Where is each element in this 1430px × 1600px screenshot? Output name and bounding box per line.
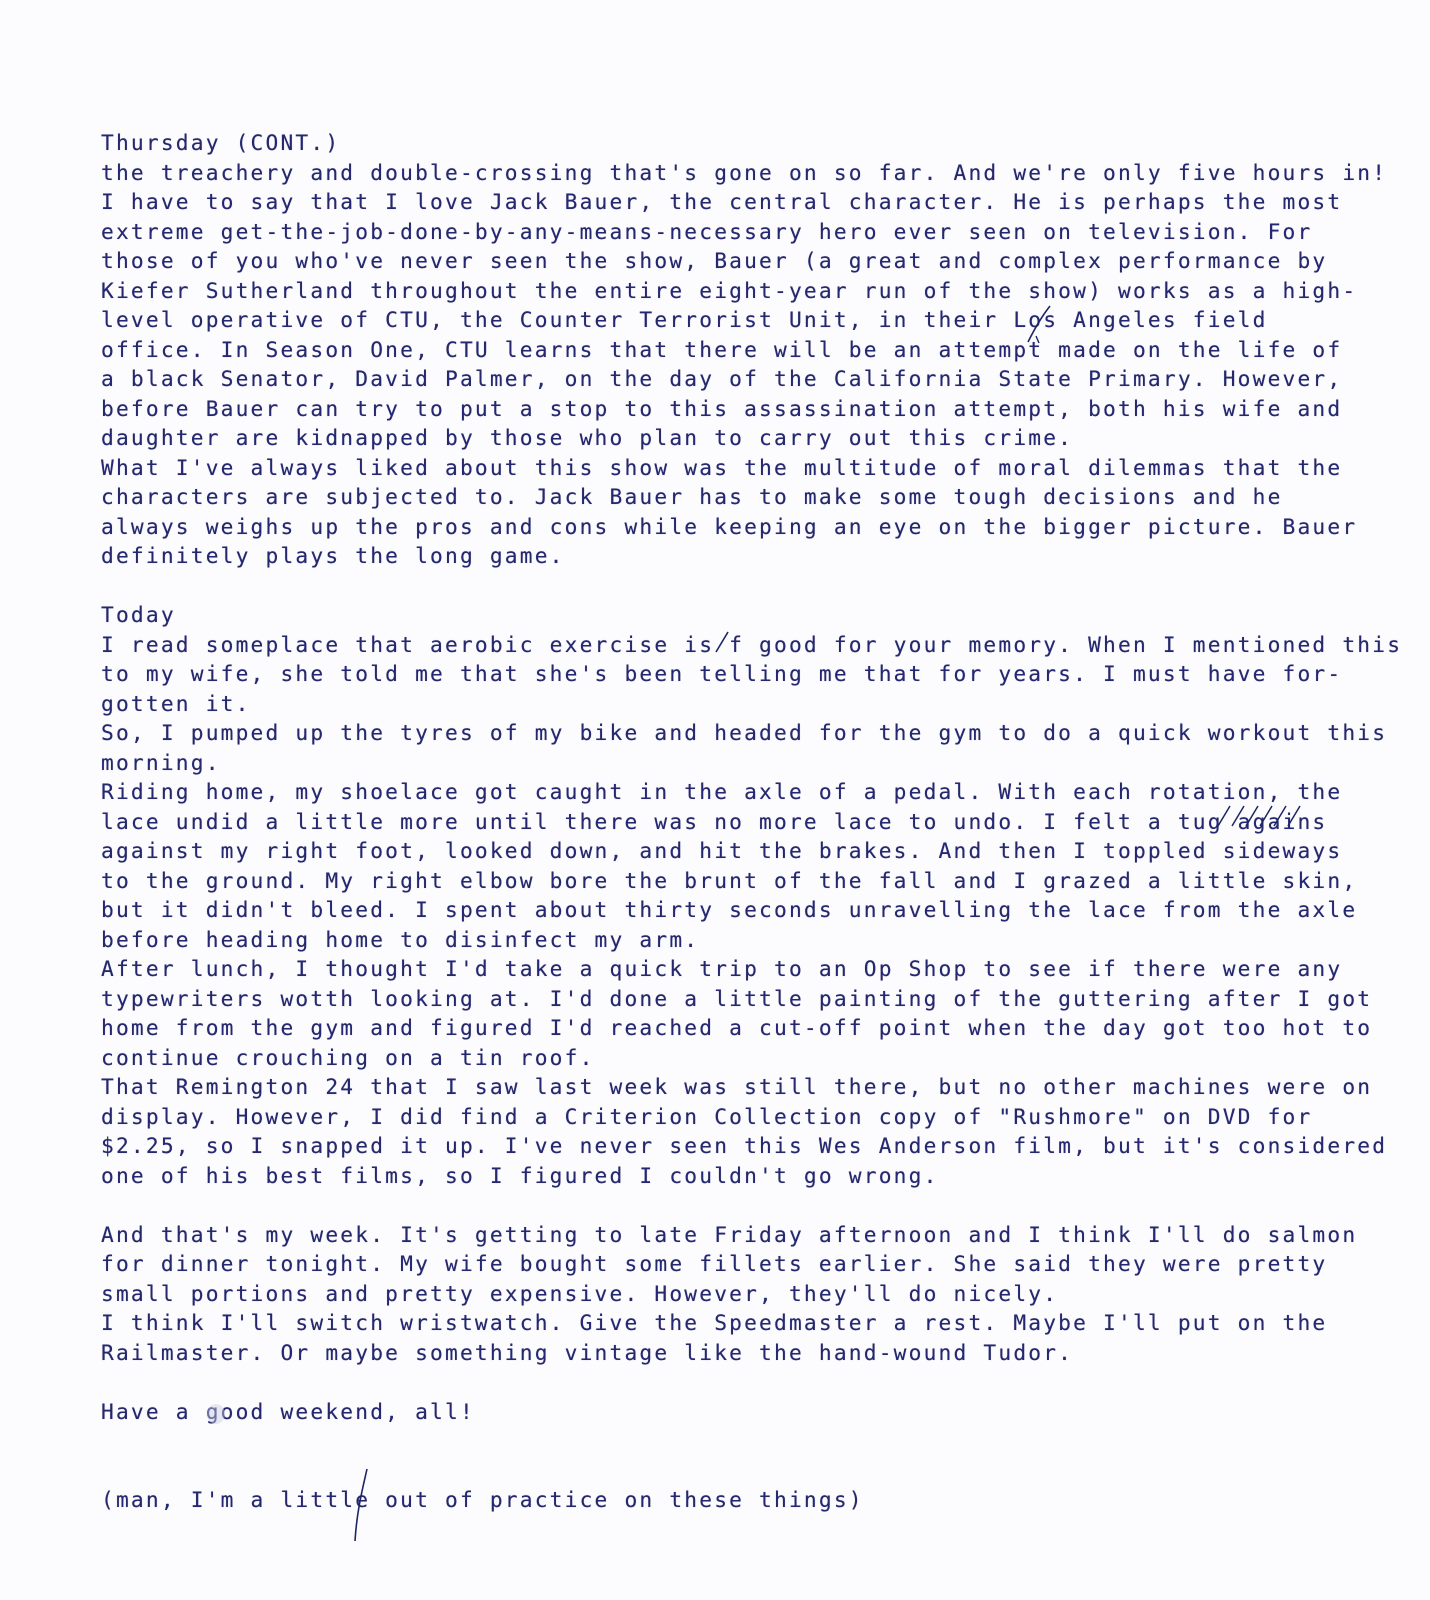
text-line: I think I'll switch wristwatch. Give the Speedmaster a rest. Maybe I'll put on the [101, 1310, 1328, 1335]
blank-line [101, 1367, 1411, 1397]
text-line: home from the gym and figured I'd reached a cut-off point when the day got too hot to [101, 1015, 1373, 1040]
text-line: Have a good weekend, all! [101, 1398, 475, 1424]
text-line: That Remington 24 that I saw last week was still there, but no other machines were on [101, 1074, 1373, 1099]
text-line: $2.25, so I snapped it up. I've never seen this Wes Anderson film, but it's considered [101, 1133, 1388, 1158]
text-line: I have to say that I love Jack Bauer, the central character. He is perhaps the most [101, 189, 1343, 214]
text-line: morning. [101, 749, 221, 775]
blank-line [101, 1426, 1411, 1456]
text-line: before heading home to disinfect my arm. [101, 926, 700, 952]
text-line: office. In Season One, CTU learns that there will be an attempt made on the life of [101, 336, 1343, 362]
text-line: extreme get-the-job-done-by-any-means-necessary hero ever seen on television. For [101, 218, 1313, 244]
text-line: Railmaster. Or maybe something vintage like the hand-wound Tudor. [101, 1339, 1074, 1365]
text-line: the treachery and double-crossing that's gone on so far. And we're only five hours in! [101, 159, 1388, 185]
text-line: And that's my week. It's getting to late Friday afternoon and I think I'll do salmon [101, 1221, 1358, 1247]
text-line: display. However, I did find a Criterion Collection copy of "Rushmore" on DVD for [101, 1103, 1313, 1129]
text-line: gotten it. [101, 690, 251, 716]
text-line: characters are subjected to. Jack Bauer has to make some tough decisions and he [101, 484, 1283, 509]
text-line: to my wife, she told me that she's been telling me that for years. I must have for- [101, 661, 1343, 686]
text-line: Kiefer Sutherland throughout the entire eight-year run of the show) works as a high- [101, 277, 1358, 303]
text-line: those of you who've never seen the show, Bauer (a great and complex performance by [101, 248, 1328, 273]
text-line: (man, I'm a little out of practice on these things) [101, 1487, 864, 1512]
text-line: always weighs up the pros and cons while keeping an eye on the bigger picture. Bauer [101, 513, 1358, 539]
text-line: for dinner tonight. My wife bought some fillets earlier. She said they were pretty [101, 1251, 1328, 1276]
text-line: What I've always liked about this show was the multitude of moral dilemmas that the [101, 454, 1343, 480]
text-line: to the ground. My right elbow bore the brunt of the fall and I grazed a little skin, [101, 867, 1358, 893]
text-line: definitely plays the long game. [101, 543, 565, 568]
text-line: a black Senator, David Palmer, on the day of the California State Primary. However, [101, 366, 1343, 391]
text-line: against my right foot, looked down, and hit the brakes. And then I toppled sideways [101, 838, 1343, 863]
text-line: typewriters wotth looking at. I'd done a little painting of the guttering after I got [101, 985, 1373, 1011]
text-line: After lunch, I thought I'd take a quick trip to an Op Shop to see if there were any [101, 956, 1343, 981]
text-line: Riding home, my shoelace got caught in the axle of a pedal. With each rotation, the [101, 779, 1343, 804]
text-line: continue crouching on a tin roof. [101, 1044, 595, 1070]
blank-line [101, 571, 1411, 601]
typewritten-text [101, 128, 1411, 1515]
text-line: but it didn't bleed. I spent about thirty seconds unravelling the lace from the axle [101, 897, 1358, 922]
text-line: daughter are kidnapped by those who plan to carry out this crime. [101, 425, 1074, 450]
text-line: lace undid a little more until there was no more lace to undo. I felt a tug agains [101, 808, 1328, 834]
text-line: before Bauer can try to put a stop to this assassination attempt, both his wife and [101, 395, 1343, 421]
text-line: one of his best films, so I figured I couldn't go wrong. [101, 1162, 939, 1188]
blank-line [101, 1456, 1411, 1486]
text-line: So, I pumped up the tyres of my bike and headed for the gym to do a quick workout this [101, 720, 1388, 745]
text-line: small portions and pretty expensive. However, they'll do nicely. [101, 1280, 1059, 1306]
blank-line [101, 1190, 1411, 1220]
text-line: I read someplace that aerobic exercise is f good for your memory. When I mentioned this [101, 631, 1403, 657]
text-line: Thursday (CONT.) [101, 130, 341, 155]
text-line: Today [101, 602, 176, 627]
text-line: level operative of CTU, the Counter Terrorist Unit, in their Los Angeles field [101, 307, 1268, 332]
